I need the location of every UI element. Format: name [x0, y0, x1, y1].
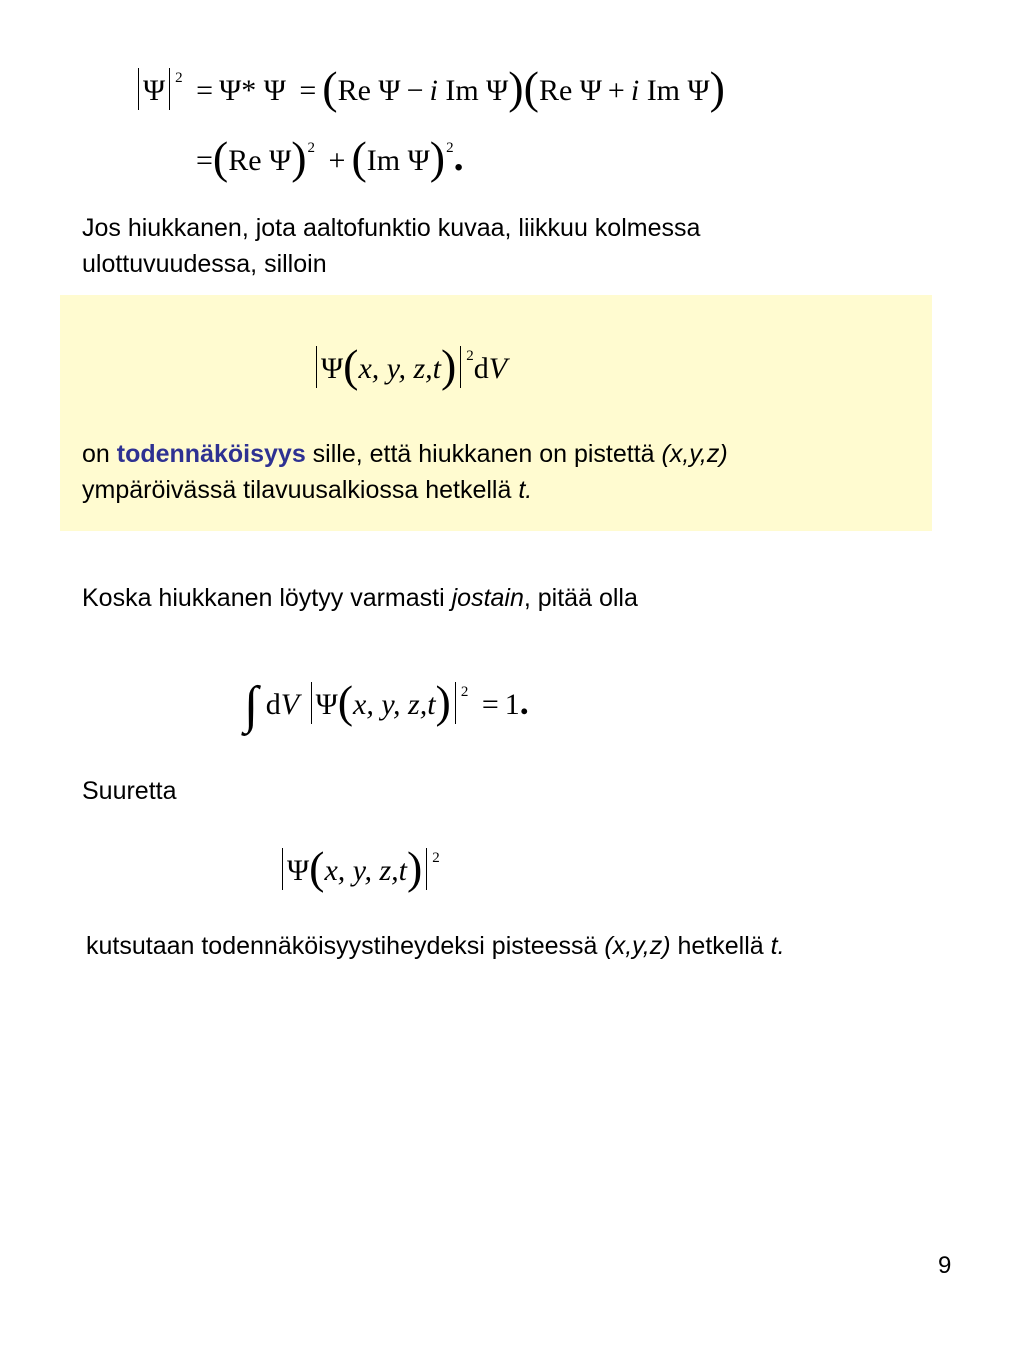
equation-modulus-squared-line1: Ψ $^2$ = Ψ* Ψ = (Re Ψ − i Im Ψ)(Re Ψ + i Im Ψ) — [134, 62, 725, 114]
page-number: 9 — [938, 1252, 952, 1279]
koska-text: Koska hiukkanen löytyy varmasti jostain, pitää olla — [82, 584, 638, 612]
suuretta-text: Suuretta — [82, 777, 177, 805]
equation-probability-element: Ψ(x, y, z,t) $^2$dV — [312, 340, 507, 392]
intro-text: Jos hiukkanen, jota aaltofunktio kuvaa, liikkuu kolmessa ulottuvuudessa, silloin — [82, 214, 701, 278]
probability-term: todennäköisyys — [116, 440, 306, 468]
equation-normalization: ∫ dV Ψ(x, y, z,t) $^2$ = 1. — [244, 676, 529, 734]
kutsutaan-text: kutsutaan todennäköisyystiheydeksi pisteessä (x,y,z) hetkellä t. — [86, 932, 785, 960]
equation-modulus-squared-line2: =(Re Ψ)$^2$ + (Im Ψ)$^2$. — [196, 132, 464, 183]
equation-probability-density: Ψ(x, y, z,t) $^2$ — [278, 842, 440, 894]
probability-description: on todennäköisyys sille, että hiukkanen on pistettä (x,y,z) ympäröivässä tilavuusalkiossa hetkellä t. — [82, 440, 728, 504]
